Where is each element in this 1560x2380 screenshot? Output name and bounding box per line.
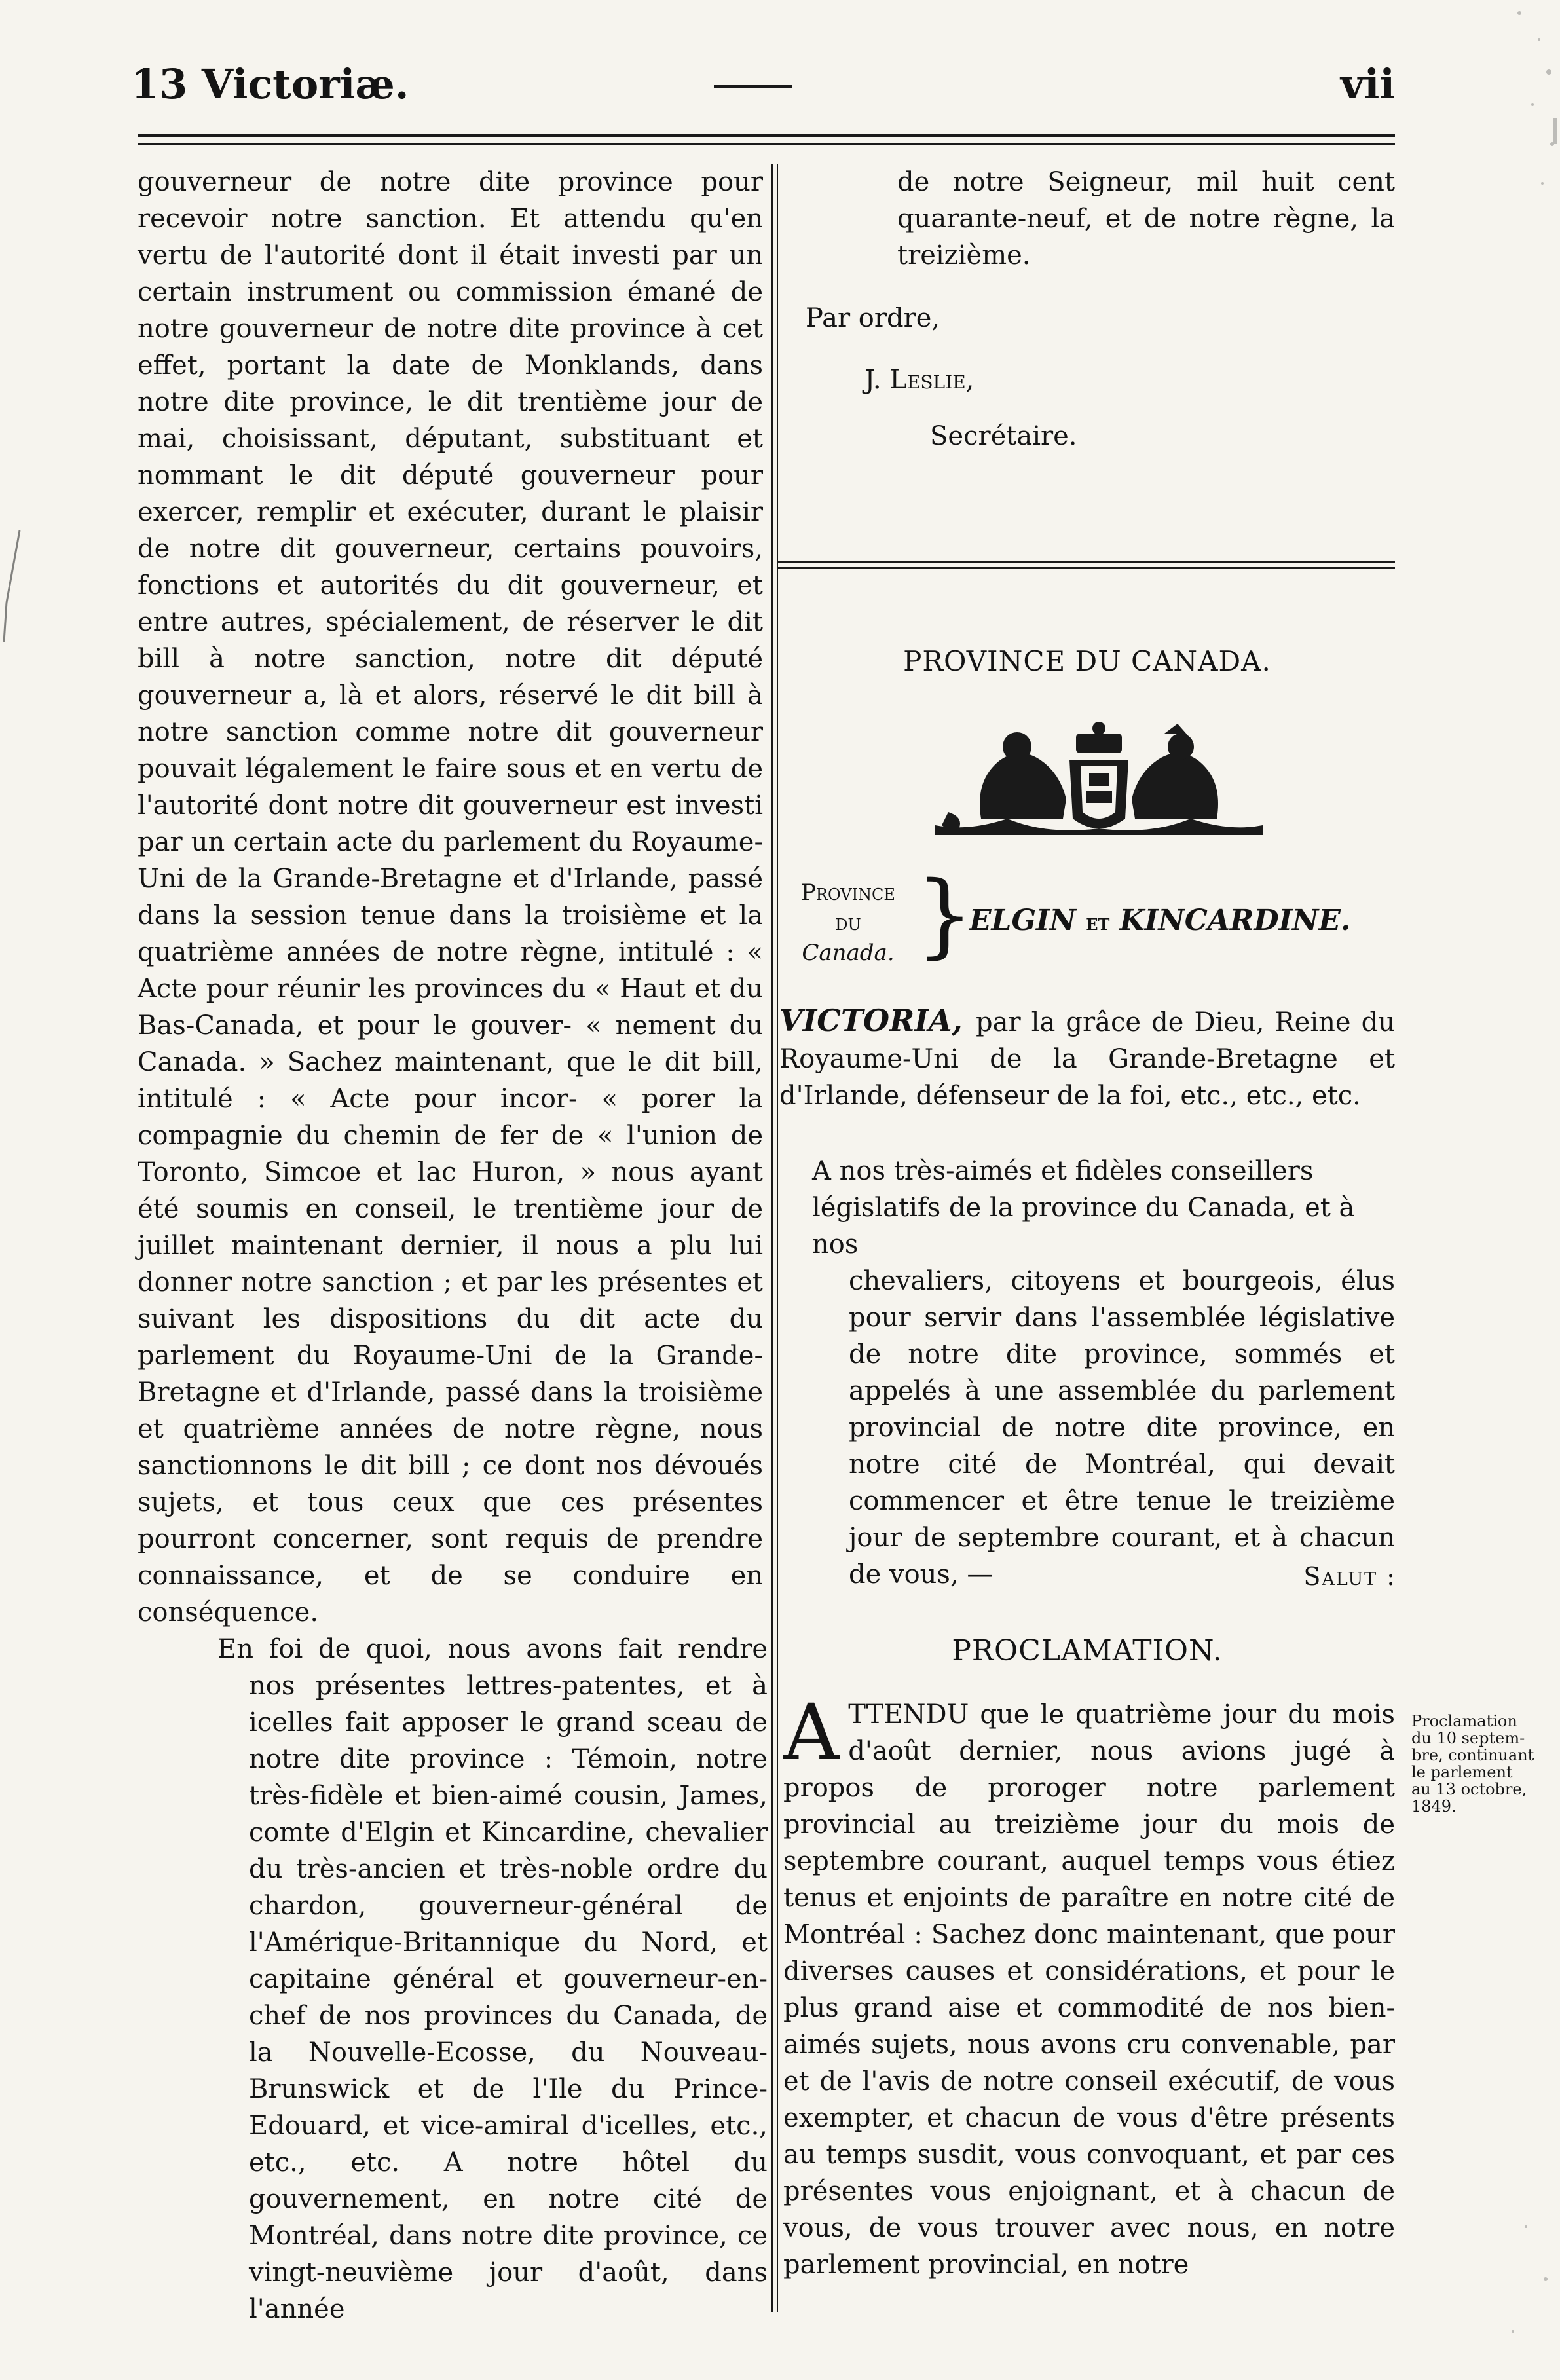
brace-glyph: } (916, 862, 975, 969)
header-rule-top (138, 134, 1395, 139)
signatory: J. Leslie, (864, 365, 975, 395)
column-divider (771, 164, 773, 2312)
date-end: de notre Seigneur, mil huit cent quarante-neuf, et de notre règne, la treizième. (897, 167, 1395, 270)
county-et: et (1086, 910, 1110, 936)
province-county-block (779, 862, 1395, 982)
address-first-line: A nos très-aimés et fidèles conseillers législatifs de la province du Canada, et à nos (812, 1156, 1355, 1259)
county-elgin: ELGIN (969, 904, 1076, 937)
margin-note-line: du 10 septem- (1411, 1729, 1525, 1747)
par-ordre: Par ordre, (806, 303, 940, 333)
province-title: PROVINCE DU CANADA. (903, 645, 1271, 677)
victoria-titles: par la grâce de Dieu, Reine du Royaume-Uni de la Grande-Bretagne et d'Irlande, défenseur de la foi, etc., etc., etc. (779, 1007, 1395, 1111)
right-column-top (792, 164, 1395, 455)
header-rule-bottom (138, 143, 1395, 145)
running-header (131, 60, 1395, 113)
county-kincardine: KINCARDINE. (1119, 904, 1351, 937)
margin-note-line: le parlement (1411, 1763, 1513, 1781)
margin-note (1411, 1713, 1549, 1815)
left-column (138, 164, 763, 1631)
county-names (969, 904, 1350, 937)
margin-note-line: bre, continuant (1411, 1746, 1534, 1764)
victoria-heading (779, 1002, 1395, 1114)
column-divider-inner (777, 164, 778, 2312)
witness-block (217, 1631, 768, 2328)
margin-note-line: 1849. (1411, 1797, 1457, 1815)
salut: Salut : (1303, 1562, 1396, 1591)
witness-paragraph: En foi de quoi, nous avons fait rendre nos présentes lettres-patentes, et à icelles fait apposer le grand sceau de notre dite province : Témoin, notre très-fidèle et bien-aimé cousin, James, comte d'Elgin et Kincardine, chevalier du très-ancien et très-noble ordre du chardon, gouverneur-général de l'Amérique-Britannique du Nord, et capitaine général et gouverneur-en-chef de nos provinces du Canada, de la Nouvelle-Ecosse, du Nouveau-Brunswick et de l'Ile du Prince-Edouard, et vice-amiral d'icelles, etc., etc., etc. A notre hôtel du gouvernement, en notre cité de Montréal, dans notre dite province, ce vingt-neuvième jour d'août, dans l'année (217, 1634, 768, 2324)
province-label (779, 878, 917, 968)
royal-coat-of-arms-icon (929, 720, 1269, 851)
margin-note-line: au 13 octobre, (1411, 1780, 1527, 1798)
victoria-name: VICTORIA, (779, 1003, 963, 1038)
proclamation-body (783, 1687, 1395, 2283)
left-paragraph: gouverneur de notre dite province pour recevoir notre sanction. Et attendu qu'en vertu de l'autorité dont il était investi par un certain instrument ou commission émané de notre gouverneur de notre dite province à cet effet, portant la date de Monklands, dans notre dite province, le dit trentième jour de mai, choisissant, députant, substituant et nommant le dit député gouverneur pour exercer, remplir et exécuter, durant le plaisir de notre dit gouverneur, certains pouvoirs, fonctions et autorités du dit gouverneur, et entre autres, spécialement, de réserver le dit bill à notre sanction, notre dit député gouverneur a, là et alors, réservé le dit bill à notre sanction comme notre dit gouverneur pouvait légalement le faire sous et en vertu de l'autorité dont notre dit gouverneur est investi par un certain acte du parlement du Royaume-Uni de la Grande-Bretagne et d'Irlande, passé dans la session tenue dans la troisième et la quatrième années de notre règne, intitulé : « Acte pour réunir les provinces du « Haut et du Bas-Canada, et pour le gouver- « nement du Canada. » Sachez maintenant, que le dit bill, intitulé : « Acte pour incor- « porer la compagnie du chemin de fer de « l'union de Toronto, Simcoe et lac Huron, » nous ayant été soumis en conseil, le trentième jour de juillet maintenant dernier, il nous a plu lui donner notre sanction ; et par les présentes et suivant les dispositions du dit acte du parlement du Royaume-Uni de la Grande-Bretagne et d'Irlande, passé dans la troisième et quatrième années de notre règne, nous sanctionnons le dit bill ; ce dont nos dévoués sujets, et tous ceux que ces présentes pourront concerner, sont requis de prendre connaissance, et de se conduire en conséquence. (138, 167, 763, 1627)
province-label-line3: Canada. (802, 940, 895, 966)
scan-edge-noise (1408, 0, 1560, 2380)
province-label-line2: du (835, 910, 861, 936)
header-dash (714, 85, 792, 88)
scan-left-mark (0, 524, 26, 655)
address-block (812, 1153, 1395, 1593)
province-label-line1: Province (801, 880, 895, 906)
section-rule-bottom (777, 567, 1395, 569)
section-rule-top (777, 561, 1395, 563)
header-title: 13 Victoriæ. (131, 60, 409, 108)
address-continuation: chevaliers, citoyens et bourgeois, élus pour servir dans l'assemblée législative de notre dite province, sommés et appelés à une assemblée du parlement provincial de notre dite province, en notre cité de Montréal, qui devait commencer et être tenue le treizième jour de septembre courant, et à chacun de vous, — (849, 1266, 1395, 1590)
page-number: vii (1340, 60, 1395, 108)
secretary: Secrétaire. (930, 421, 1077, 451)
proclamation-text: TTENDU que le quatrième jour du mois d'août dernier, nous avions jugé à propos de proroger notre parlement provincial au treizième jour du mois de septembre courant, auquel temps vous étiez tenus et enjoints de paraître en notre cité de Montréal : Sachez donc maintenant, que pour diverses causes et considérations, et pour le plus grand aise et commodité de nos bien-aimés sujets, nous avons cru convenable, par et de l'avis de notre conseil exécutif, de vous exempter, et chacun de vous d'être présents au temps susdit, vous convoquant, et par ces présentes vous enjoignant, et à chacun de vous, de vous trouver avec nous, en notre parlement provincial, en notre (783, 1700, 1395, 2280)
drop-cap: A (783, 1687, 840, 1777)
proclamation-title: PROCLAMATION. (952, 1634, 1223, 1667)
margin-note-line: Proclamation (1411, 1712, 1517, 1730)
